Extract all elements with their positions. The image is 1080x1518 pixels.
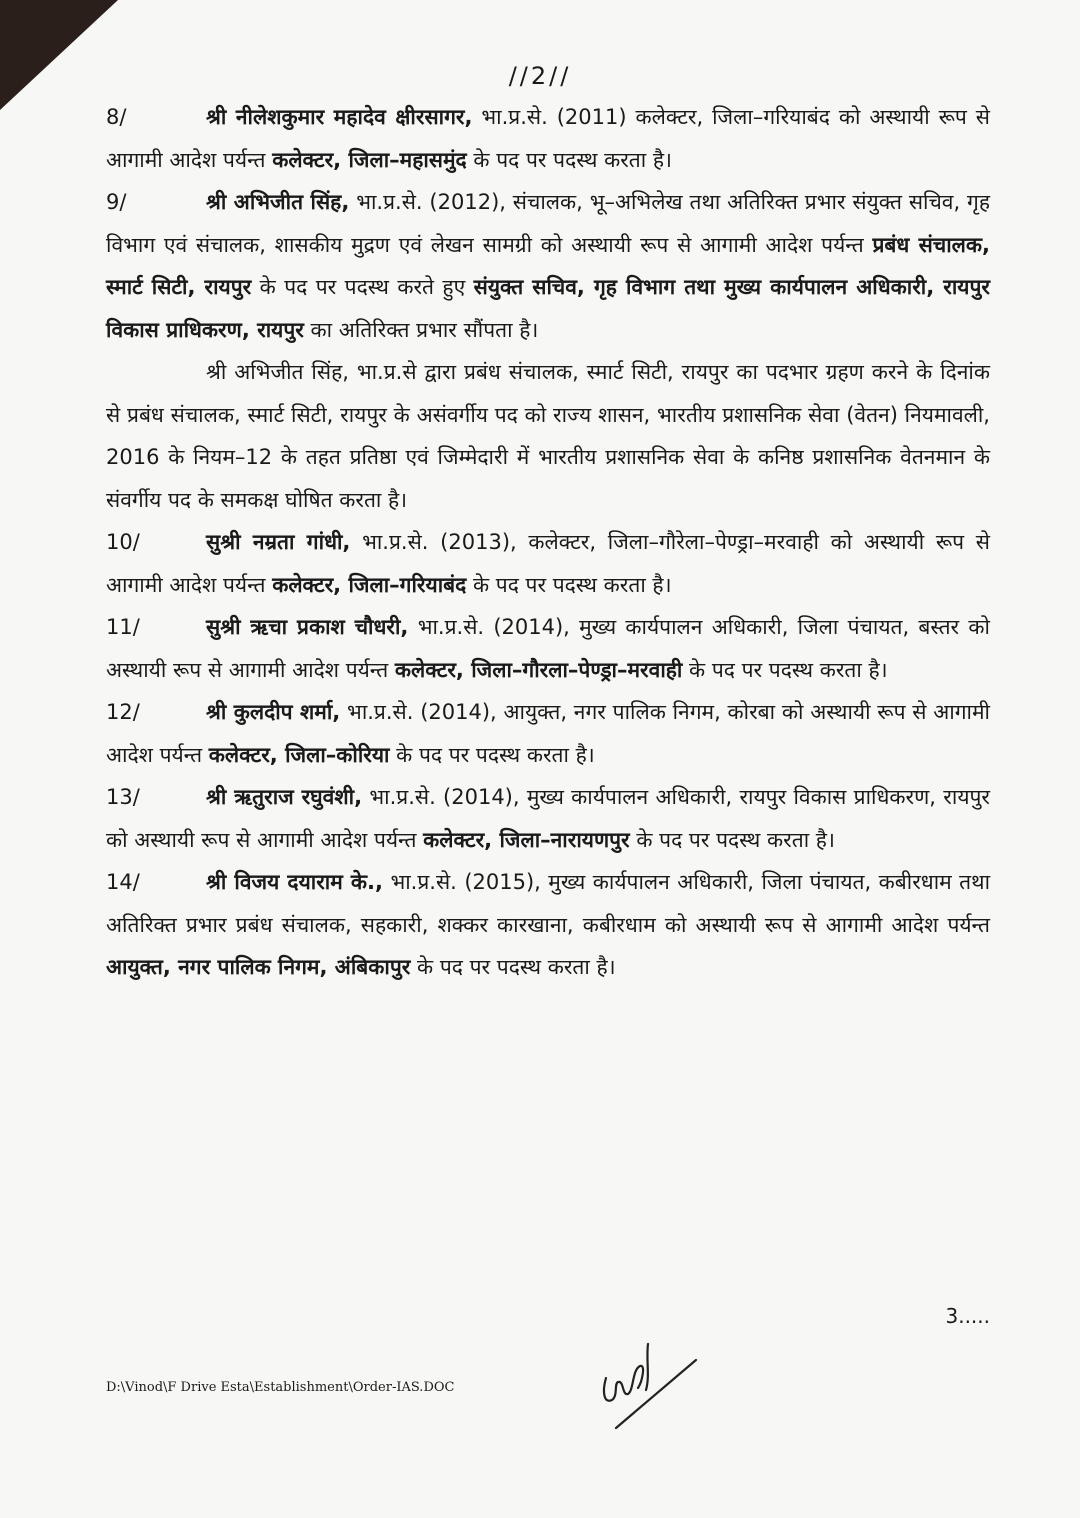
officer-name: श्री ऋतुराज रघुवंशी, (206, 785, 363, 809)
order-item-9 (106, 181, 990, 351)
item-text: का अतिरिक्त प्रभार सौंपता है। (303, 317, 539, 342)
page-corner-fold (0, 0, 118, 110)
order-item-8 (106, 96, 990, 181)
item-number: 8/ (106, 105, 127, 129)
order-body (106, 96, 990, 989)
item-number: 11/ (106, 615, 140, 639)
new-posting: कलेक्टर, जिला–कोरिया (208, 742, 390, 767)
continued-page-marker: 3..... (945, 1304, 990, 1328)
item-text: के पद पर पदस्थ करते हुए (251, 275, 474, 299)
item-text: भा.प्र.से. (2011) कलेक्टर, जिला–गरियाबंद को अस्थायी रूप से आगामी आदेश पर्यन्त (106, 105, 990, 172)
file-path: D:\Vinod\F Drive Esta\Establishment\Order-IAS.DOC (106, 1380, 455, 1395)
item-number: 10/ (106, 530, 140, 554)
item-number: 9/ (106, 190, 127, 214)
officer-name: श्री कुलदीप शर्मा, (206, 700, 341, 724)
order-item-13 (106, 776, 990, 861)
order-item-11 (106, 606, 990, 691)
order-item-10 (106, 521, 990, 606)
new-posting: कलेक्टर, जिला–गरियाबंद (272, 572, 467, 597)
officer-name: सुश्री नम्रता गांधी, (206, 530, 351, 554)
item-text: के पद पर पदस्थ करता है। (629, 827, 835, 852)
new-posting: प्रबंध संचालक, स्मार्ट सिटी, रायपुर (106, 232, 990, 299)
new-posting: कलेक्टर, जिला–महासमुंद (272, 147, 467, 172)
order-item-14 (106, 861, 990, 989)
item-number: 12/ (106, 700, 140, 724)
order-item-12 (106, 691, 990, 776)
item-text: भा.प्र.से. (2014), आयुक्त, नगर पालिक निगम, कोरबा को अस्थायी रूप से आगामी आदेश पर्यन्त (106, 700, 990, 767)
item-9-declaration-paragraph: श्री अभिजीत सिंह, भा.प्र.से द्वारा प्रबंध संचालक, स्मार्ट सिटी, रायपुर का पदभार ग्रहण करने के दिनांक से प्रबंध संचालक, स्मार्ट सिटी, रायपुर के असंवर्गीय पद को राज्य शासन, भारतीय प्रशासनिक सेवा (वेतन) नियमावली, 2016 के नियम–12 के तहत प्रतिष्ठा एवं जिम्मेदारी में भारतीय प्रशासनिक सेवा के कनिष्ठ प्रशासनिक वेतनमान के संवर्गीय पद के समकक्ष घोषित करता है। (106, 360, 990, 512)
item-text: के पद पर पदस्थ करता है। (410, 955, 616, 979)
item-text: के पद पर पदस्थ करता है। (389, 742, 595, 767)
officer-name: सुश्री ऋचा प्रकाश चौधरी, (206, 615, 409, 639)
item-text: भा.प्र.से. (2014), मुख्य कार्यपालन अधिकारी, जिला पंचायत, बस्तर को अस्थायी रूप से आगामी आदेश पर्यन्त (106, 615, 990, 682)
new-posting: कलेक्टर, जिला–गौरला–पेण्ड्रा–मरवाही (394, 657, 683, 682)
item-number: 14/ (106, 870, 140, 894)
additional-charge: संयुक्त सचिव, गृह विभाग तथा मुख्य कार्यपालन अधिकारी, रायपुर विकास प्राधिकरण, रायपुर (106, 275, 990, 342)
item-text: के पद पर पदस्थ करता है। (466, 147, 672, 172)
item-text: भा.प्र.से. (2013), कलेक्टर, जिला–गौरेला–पेण्ड्रा–मरवाही को अस्थायी रूप से आगामी आदेश पर्यन्त (106, 530, 991, 597)
officer-name: श्री विजय दयाराम के., (206, 870, 383, 894)
item-text: के पद पर पदस्थ करता है। (682, 657, 888, 682)
item-number: 13/ (106, 785, 140, 809)
signature (588, 1330, 708, 1430)
item-text: भा.प्र.से. (2014), मुख्य कार्यपालन अधिकारी, रायपुर विकास प्राधिकरण, रायपुर को अस्थायी रूप से आगामी आदेश पर्यन्त (106, 785, 991, 852)
officer-name: श्री नीलेशकुमार महादेव क्षीरसागर, (206, 105, 473, 129)
item-text: भा.प्र.से. (2015), मुख्य कार्यपालन अधिकारी, जिला पंचायत, कबीरधाम तथा अतिरिक्त प्रभार प्रबंध संचालक, सहकारी, शक्कर कारखाना, कबीरधाम को अस्थायी रूप से आगामी आदेश पर्यन्त (106, 870, 991, 937)
item-text: भा.प्र.से. (2012), संचालक, भू–अभिलेख तथा अतिरिक्त प्रभार संयुक्त सचिव, गृह विभाग एवं संचालक, शासकीय मुद्रण एवं लेखन सामग्री को अस्थायी रूप से आगामी आदेश पर्यन्त (106, 190, 990, 257)
officer-name: श्री अभिजीत सिंह, (206, 190, 350, 214)
new-posting: आयुक्त, नगर पालिक निगम, अंबिकापुर (106, 955, 411, 979)
new-posting: कलेक्टर, जिला–नारायणपुर (423, 827, 630, 852)
page-number-header: //2// (508, 62, 572, 90)
item-text: के पद पर पदस्थ करता है। (466, 572, 672, 597)
